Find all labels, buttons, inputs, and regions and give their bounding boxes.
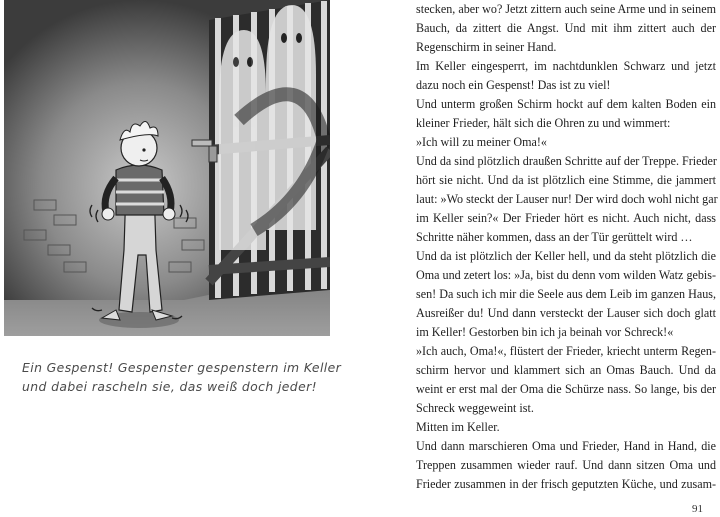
text-line: Schritte näher kommen, dass an der Tür gerüttelt wird …: [416, 230, 693, 244]
caption-line: Ein Gespenst! Gespenster gespenstern im Keller: [22, 360, 342, 375]
body-text-column: [416, 0, 716, 494]
text-line: schirm hervor und klammert sich an Omas Bauch. Und da: [416, 363, 716, 377]
text-line: im Keller sein?« Der Frieder hört es nicht. Auch nicht, dass: [416, 211, 716, 225]
text-line: Bauch, da zittert die Angst. Und mit ihm zittert auch der: [416, 21, 716, 35]
text-line: Oma und zetert los: »Ja, bist du denn vom wilden Watz gebis-: [416, 268, 716, 282]
text-line: Und unterm großen Schirm hockt auf dem kalten Boden ein: [416, 97, 716, 111]
text-line: Regenschirm in seiner Hand.: [416, 40, 557, 54]
text-line: Im Keller eingesperrt, im nachtdunklen Schwarz und jetzt: [416, 59, 716, 73]
illustration-caption: [22, 358, 342, 396]
page-number: 91: [692, 503, 703, 515]
text-line: Mitten im Keller.: [416, 420, 500, 434]
text-line: Und da sind plötzlich draußen Schritte auf der Treppe. Frieder: [416, 154, 717, 168]
text-line: dazu noch ein Gespenst! Das ist zu viel!: [416, 78, 611, 92]
text-line: Ausreißer du! Und dann versteckt der Lauser sich doch glatt: [416, 306, 716, 320]
illustration-boy-and-ghosts: [4, 0, 330, 336]
text-line: »Ich auch, Oma!«, flüstert der Frieder, kriecht unterm Regen-: [416, 344, 716, 358]
text-line: laut: »Wo steckt der Lauser nur! Der wird doch wohl nicht gar: [416, 192, 718, 206]
text-line: Treppen zusammen wieder rauf. Und dann sitzen Oma und: [416, 458, 716, 472]
text-line: sen! Da such ich mir die Seele aus dem Leib im ganzen Haus,: [416, 287, 716, 301]
text-line: »Ich will zu meiner Oma!«: [416, 135, 547, 149]
text-line: hört sie nicht. Und da ist plötzlich eine Stimme, die jammert: [416, 173, 716, 187]
text-line: Schreck weggeweint ist.: [416, 401, 534, 415]
cellar-drawing: [4, 0, 330, 336]
text-line: Und dann marschieren Oma und Frieder, Hand in Hand, die: [416, 439, 716, 453]
text-line: kleiner Frieder, hält sich die Ohren zu und wimmert:: [416, 116, 671, 130]
text-line: stecken, aber wo? Jetzt zittern auch seine Arme und in seinem: [416, 2, 716, 16]
text-line: weint er erst mal der Oma die Schürze nass. So lange, bis der: [416, 382, 716, 396]
text-line: im Keller! Gestorben bin ich ja beinah vor Schreck!«: [416, 325, 674, 339]
caption-line: und dabei rascheln sie, das weiß doch jeder!: [22, 379, 317, 394]
text-line: Und da ist plötzlich der Keller hell, und da steht plötzlich die: [416, 249, 716, 263]
text-line: Frieder zusammen in der frisch geputzten Küche, und zusam-: [416, 477, 716, 491]
